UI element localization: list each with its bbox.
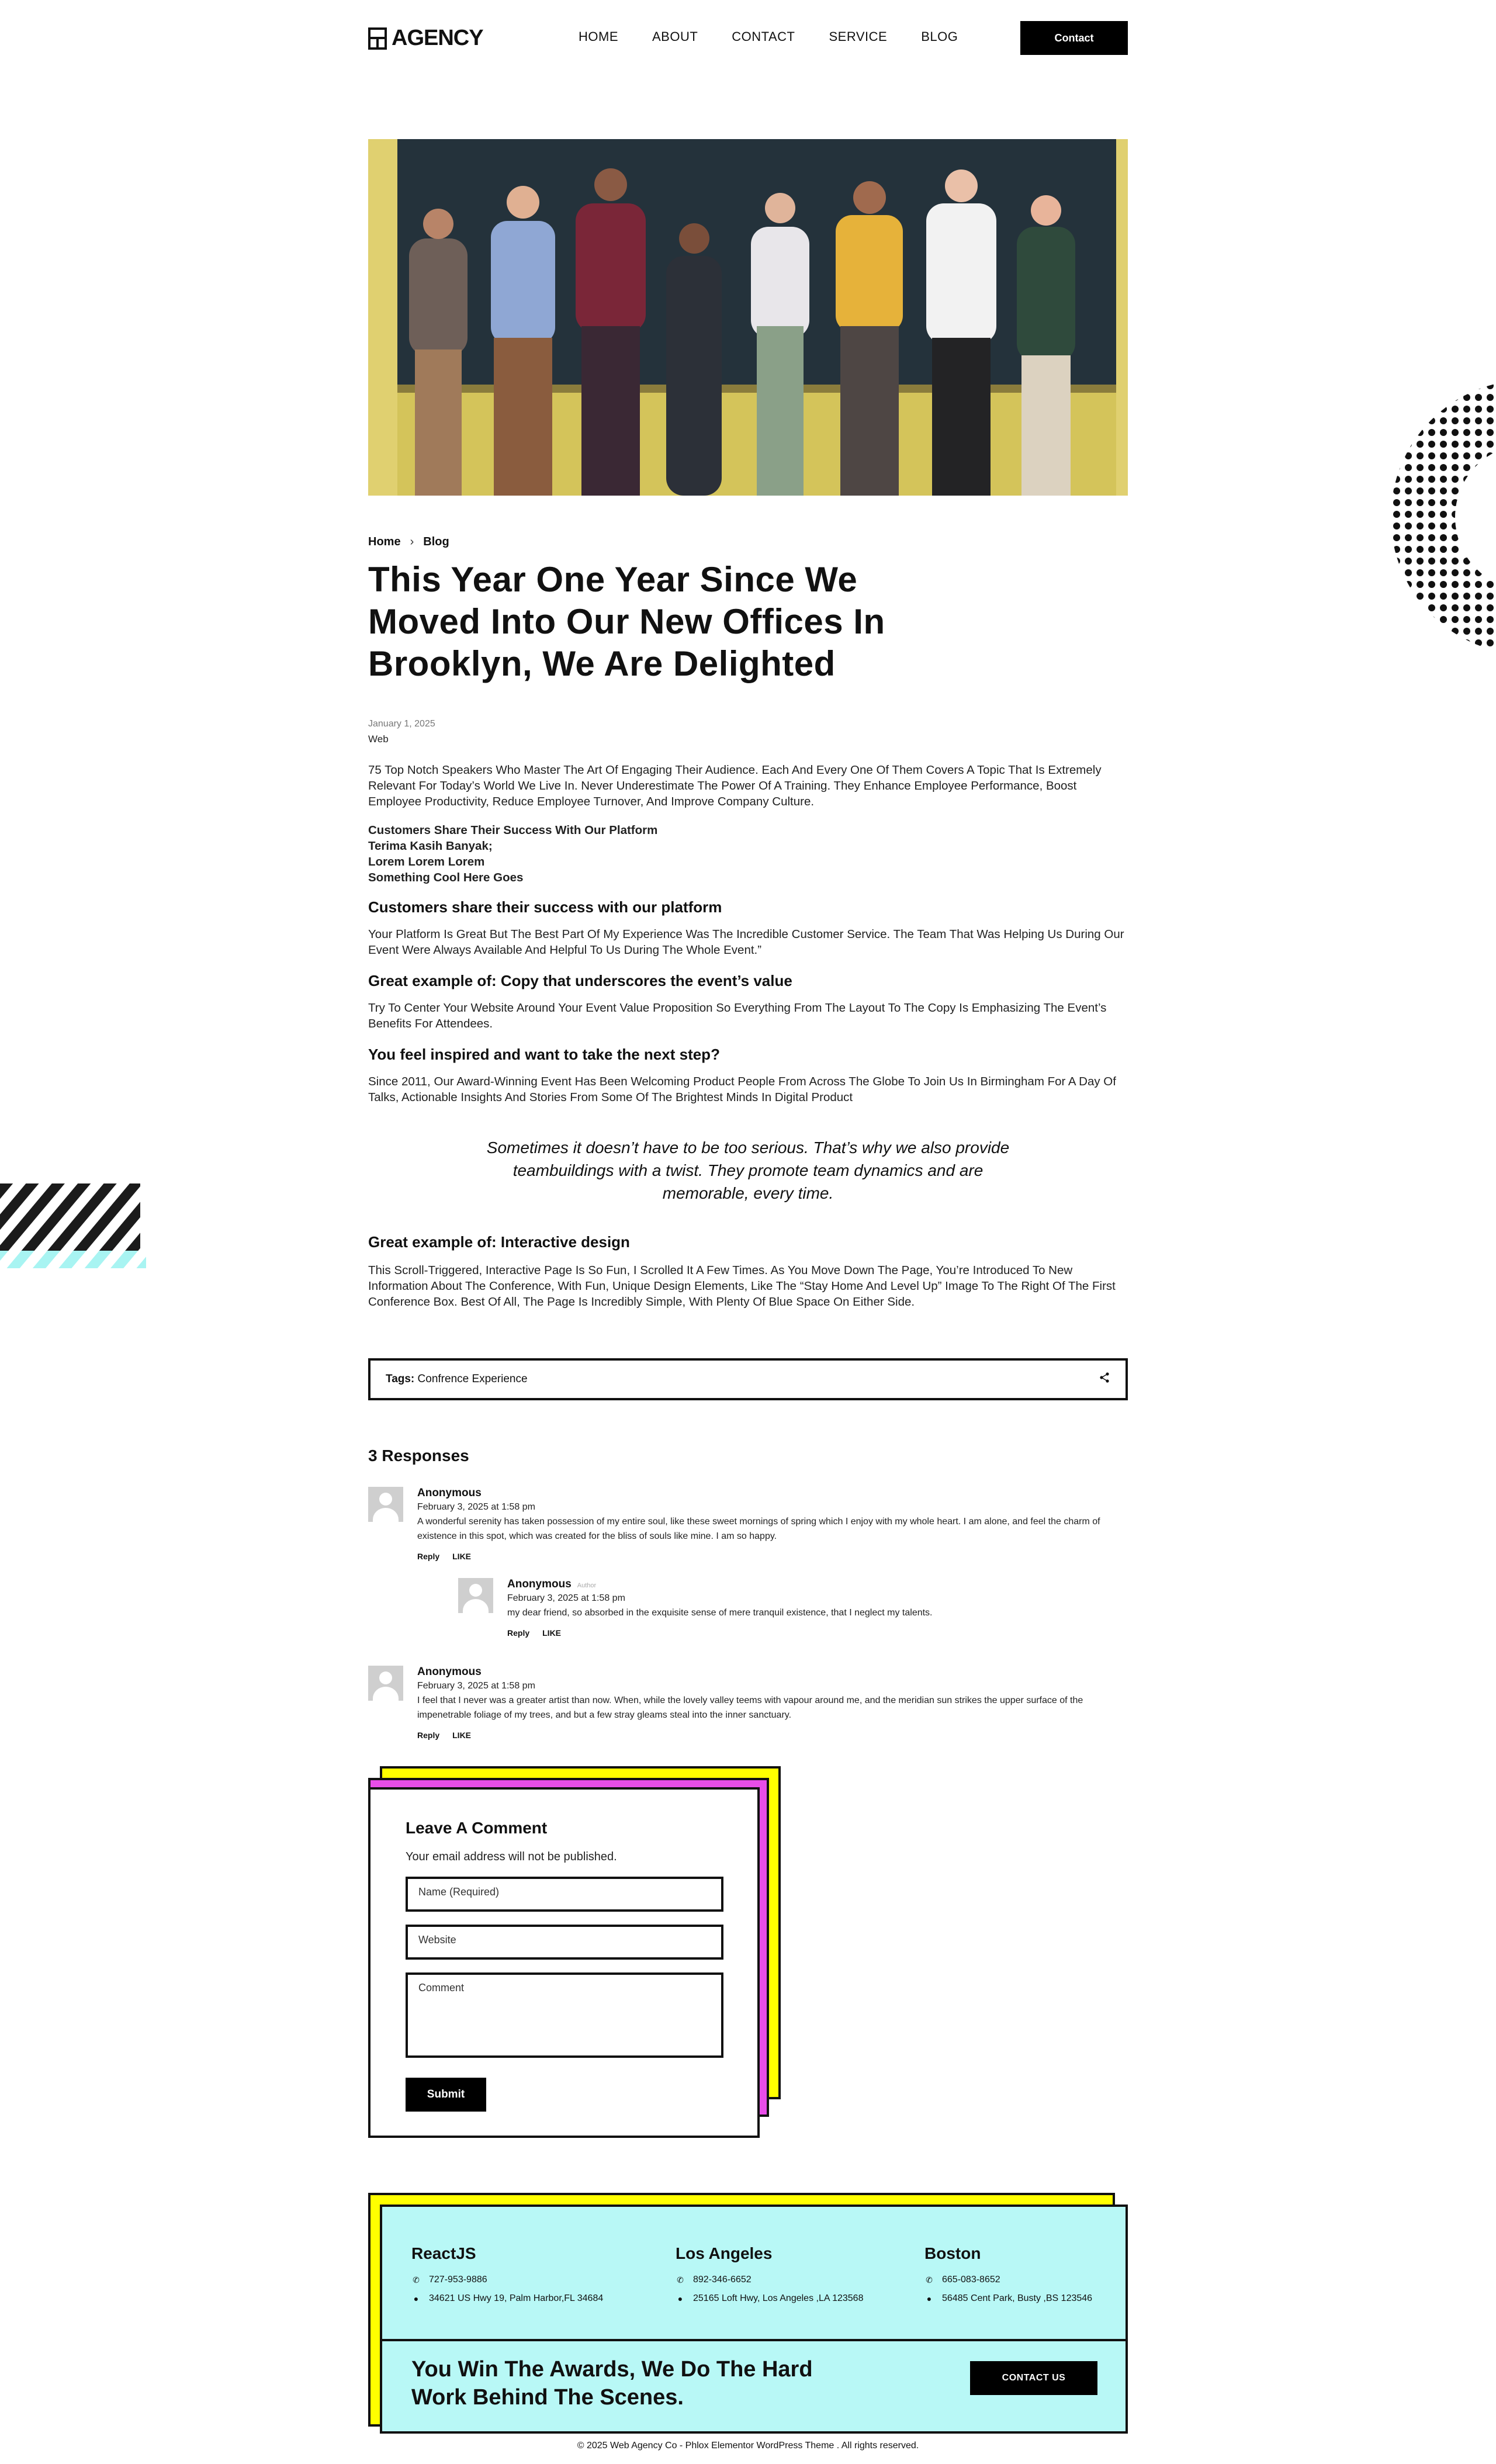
phone-icon: ✆ <box>413 2275 420 2285</box>
footer-card <box>380 2205 1128 2434</box>
comment-date[interactable]: February 3, 2025 at 1:58 pm <box>507 1593 625 1603</box>
strong-line: Customers Share Their Success With Our Platform <box>368 823 658 837</box>
comment-form-card <box>368 1766 783 2140</box>
reply-button[interactable]: Reply <box>507 1628 530 1638</box>
breadcrumb-home[interactable]: Home <box>368 535 401 548</box>
footer-cta-text: You Win The Awards, We Do The Hard Work Behind The Scenes. <box>411 2357 813 2410</box>
dotted-circle-decoration <box>1391 380 1496 655</box>
map-pin-icon: ● <box>926 2294 932 2303</box>
map-pin-icon: ● <box>413 2294 419 2303</box>
office-address-text: 34621 US Hwy 19, Palm Harbor,FL 34684 <box>429 2293 604 2303</box>
phone-icon: ✆ <box>926 2275 933 2285</box>
comment-actions <box>507 1628 1127 1638</box>
logo-icon <box>368 27 387 50</box>
comment-form <box>368 1787 760 2138</box>
section-paragraph: Try To Center Your Website Around Your Event Value Proposition So Everything From The Layout To The Copy Is Emphasizing The Event’s Benefits For Attendees. <box>368 1001 1107 1030</box>
comment-author-name: Anonymous <box>507 1578 572 1590</box>
post-content <box>368 762 1128 1118</box>
breadcrumb <box>368 535 449 549</box>
comment-text: I feel that I never was a greater artist than now. When, while the lovely valley teems with vapour around me, and the meridian sun strikes the upper surface of the impenetrable foliage of my trees, and but a few stray gleams steal into the inner sanctuary. <box>417 1695 1083 1720</box>
strong-line: Something Cool Here Goes <box>368 871 524 884</box>
office-phone[interactable] <box>924 2275 1092 2285</box>
office-phone[interactable] <box>411 2275 603 2285</box>
comment-text: A wonderful serenity has taken possession of my entire soul, like these sweet mornings of spring which I enjoy with my whole heart. I am alone, and feel the charm of existence in this spot, which was created for the bliss of souls like mine. I am so happy. <box>417 1517 1100 1541</box>
logo-text: AGENCY <box>392 26 483 50</box>
breadcrumb-current[interactable]: Blog <box>423 535 449 548</box>
comment-actions <box>417 1552 1128 1561</box>
comment-body <box>507 1578 1127 1638</box>
office-phone-text: 665-083-8652 <box>942 2275 1000 2285</box>
comment-date[interactable]: February 3, 2025 at 1:58 pm <box>417 1502 535 1512</box>
map-pin-icon: ● <box>677 2294 683 2303</box>
office-address <box>924 2293 1092 2304</box>
office-phone-text: 892-346-6652 <box>693 2275 752 2285</box>
nav-blog[interactable]: BLOG <box>921 29 958 44</box>
pull-quote: Sometimes it doesn’t have to be too serious. That’s why we also provide teambuildings with a twist. They promote team dynamics and are memorable, every time. <box>486 1138 1010 1202</box>
office-city: ReactJS <box>411 2244 476 2262</box>
avatar <box>458 1578 493 1613</box>
chevron-right-icon: › <box>410 535 414 548</box>
strong-line: Lorem Lorem Lorem <box>368 855 485 868</box>
post-content-2 <box>368 1232 1128 1310</box>
reply-button[interactable]: Reply <box>417 1731 440 1740</box>
comment-date[interactable]: February 3, 2025 at 1:58 pm <box>417 1681 535 1691</box>
share-icon[interactable] <box>1099 1372 1110 1387</box>
comment-text: my dear friend, so absorbed in the exquisite sense of mere tranquil existence, that I neglect my talents. <box>507 1608 933 1618</box>
section-heading: You feel inspired and want to take the next step? <box>368 1046 720 1063</box>
office-phone-text: 727-953-9886 <box>429 2275 487 2285</box>
main-nav <box>579 29 992 44</box>
reply-button[interactable]: Reply <box>417 1552 440 1561</box>
logo[interactable] <box>368 26 483 51</box>
comment-actions <box>417 1731 1128 1740</box>
intro-paragraph: 75 Top Notch Speakers Who Master The Art Of Engaging Their Audience. Each And Every One Of Them Covers A Topic That Is Extremely Relevant For Today’s World We Live In. Never Underestimate The Power Of A Training. They Enhance Employee Performance, Boost Employee Productivity, Reduce Employee Turnover, And Improve Company Culture. <box>368 763 1102 808</box>
site-header <box>0 0 1496 76</box>
office-address-text: 25165 Loft Hwy, Los Angeles ,LA 123568 <box>693 2293 864 2303</box>
submit-button[interactable]: Submit <box>406 2078 486 2112</box>
form-title: Leave A Comment <box>406 1819 548 1837</box>
avatar <box>368 1487 403 1522</box>
office <box>924 2244 1092 2304</box>
comment-author <box>507 1578 1127 1591</box>
office-phone[interactable] <box>676 2275 863 2285</box>
contact-us-button[interactable]: CONTACT US <box>970 2361 1097 2395</box>
office-city: Los Angeles <box>676 2244 773 2262</box>
comment-field[interactable]: Comment <box>406 1972 723 2058</box>
like-button[interactable]: LIKE <box>542 1628 562 1638</box>
hero-image <box>368 139 1128 496</box>
footer-divider <box>382 2339 1126 2341</box>
tags <box>386 1373 528 1386</box>
section-paragraph: Your Platform Is Great But The Best Part Of My Experience Was The Incredible Customer Service. The Team That Was Helping Us During Our Event Were Always Available And Helpful To Us During The Whole Event.” <box>368 928 1124 957</box>
section-paragraph: Since 2011, Our Award-Winning Event Has Been Welcoming Product People From Across The Globe To Join Us In Birmingham For A Day Of Talks, Actionable Insights And Stories From Some Of The Brightest Minds In Digital Product <box>368 1075 1116 1104</box>
comment-body <box>417 1487 1128 1561</box>
author-badge: Author <box>577 1582 597 1589</box>
tags-bar <box>368 1358 1128 1400</box>
nav-about[interactable]: ABOUT <box>652 29 698 44</box>
responses-title: 3 Responses <box>368 1446 469 1465</box>
nav-service[interactable]: SERVICE <box>829 29 888 44</box>
section-heading: Great example of: Interactive design <box>368 1233 630 1251</box>
office-address-text: 56485 Cent Park, Busty ,BS 123546 <box>942 2293 1093 2303</box>
post-date: January 1, 2025 <box>368 719 435 729</box>
striped-decoration <box>0 1183 146 1268</box>
post-category[interactable]: Web <box>368 733 389 745</box>
like-button[interactable]: LIKE <box>452 1552 472 1561</box>
post-title: This Year One Year Since We Moved Into Our New Offices In Brooklyn, We Are Delighted <box>368 560 885 683</box>
section-heading: Great example of: Copy that underscores the event’s value <box>368 972 792 989</box>
name-field[interactable]: Name (Required) <box>406 1877 723 1912</box>
comment-author: Anonymous <box>417 1487 482 1499</box>
section-heading: Customers share their success with our platform <box>368 898 722 916</box>
phone-icon: ✆ <box>677 2275 684 2285</box>
section-paragraph: This Scroll-Triggered, Interactive Page Is So Fun, I Scrolled It A Few Times. As You Move Down The Page, You’re Introduced To New Information About The Conference, With Fun, Unique Design Elements, Like The “Stay Home And Level Up” Image To The Right Of The First Conference Box. Best Of All, The Page Is Incredibly Simple, With Plenty Of Blue Space On Either Side. <box>368 1264 1116 1309</box>
tags-label: Tags: <box>386 1373 415 1385</box>
office-address <box>411 2293 603 2304</box>
tag-link[interactable]: Confrence Experience <box>417 1373 528 1385</box>
strong-line: Terima Kasih Banyak; <box>368 839 493 853</box>
office <box>676 2244 863 2304</box>
comment-body <box>417 1666 1128 1740</box>
website-field[interactable]: Website <box>406 1925 723 1960</box>
office-address <box>676 2293 863 2304</box>
strong-lines <box>368 822 1128 885</box>
like-button[interactable]: LIKE <box>452 1731 472 1740</box>
office-city: Boston <box>924 2244 981 2262</box>
contact-button[interactable]: Contact <box>1020 21 1128 55</box>
nav-home[interactable]: HOME <box>579 29 618 44</box>
form-note: Your email address will not be published. <box>406 1850 617 1863</box>
nav-contact[interactable]: CONTACT <box>732 29 795 44</box>
comment-author: Anonymous <box>417 1666 482 1678</box>
avatar <box>368 1666 403 1701</box>
copyright: © 2025 Web Agency Co - Phlox Elementor WordPress Theme . All rights reserved. <box>577 2441 919 2451</box>
office <box>411 2244 603 2304</box>
